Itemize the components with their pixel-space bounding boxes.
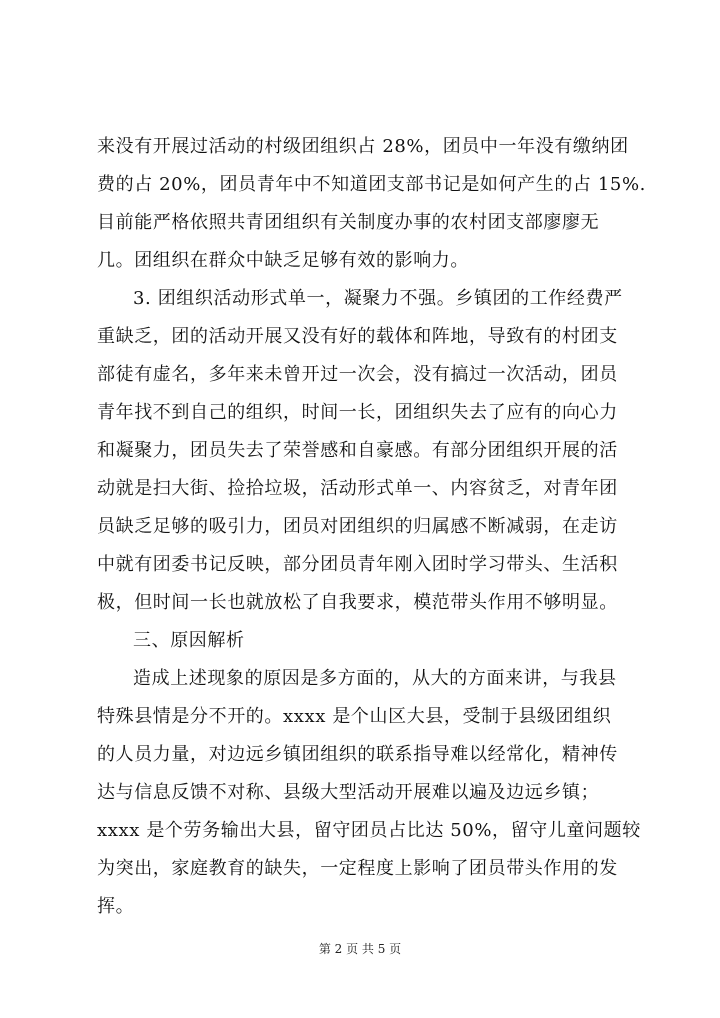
body-line-12: 中就有团委书记反映，部分团员青年刚入团时学习带头、生活积	[97, 554, 618, 575]
body-line-4: 几。团组织在群众中缺乏足够有效的影响力。	[97, 250, 469, 271]
section-heading-reasons: 三、原因解析	[133, 630, 245, 651]
body-line-17: 的人员力量，对边远乡镇团组织的联系指导难以经常化，精神传	[97, 744, 618, 765]
body-line-9: 和凝聚力，团员失去了荣誉感和自豪感。有部分团组织开展的活	[97, 440, 618, 461]
body-line-8: 青年找不到自己的组织，时间一长，团组织失去了应有的向心力	[97, 402, 618, 423]
body-line-2: 费的占 20%，团员青年中不知道团支部书记是如何产生的占 15%.	[97, 174, 646, 195]
body-line-7: 部徒有虚名，多年来未曾开过一次会，没有搞过一次活动，团员	[97, 364, 618, 385]
body-line-3: 目前能严格依照共青团组织有关制度办事的农村团支部廖廖无	[97, 212, 600, 233]
body-line-10: 动就是扫大街、捡拾垃圾，活动形式单一、内容贫乏，对青年团	[97, 478, 618, 499]
body-line-19: xxxx 是个劳务输出大县，留守团员占比达 50%，留守儿童问题较	[97, 820, 641, 841]
body-line-16: 特殊县情是分不开的。xxxx 是个山区大县，受制于县级团组织	[97, 706, 612, 727]
body-line-1: 来没有开展过活动的村级团组织占 28%，团员中一年没有缴纳团	[97, 136, 629, 157]
body-line-6: 重缺乏，团的活动开展又没有好的载体和阵地，导致有的村团支	[97, 326, 618, 347]
body-line-21: 挥。	[97, 896, 135, 917]
body-line-13: 极，但时间一长也就放松了自我要求，模范带头作用不够明显。	[97, 592, 618, 613]
body-line-18: 达与信息反馈不对称、县级大型活动开展难以遍及边远乡镇；	[97, 782, 600, 803]
page-number-footer: 第 2 页 共 5 页	[318, 942, 402, 956]
body-line-11: 员缺乏足够的吸引力，团员对团组织的归属感不断减弱，在走访	[97, 516, 618, 537]
body-line-20: 为突出，家庭教育的缺失，一定程度上影响了团员带头作用的发	[97, 858, 618, 879]
body-line-15: 造成上述现象的原因是多方面的，从大的方面来讲，与我县	[133, 668, 617, 689]
section-3-heading-line: 3. 团组织活动形式单一，凝聚力不强。乡镇团的工作经费严	[133, 288, 623, 309]
